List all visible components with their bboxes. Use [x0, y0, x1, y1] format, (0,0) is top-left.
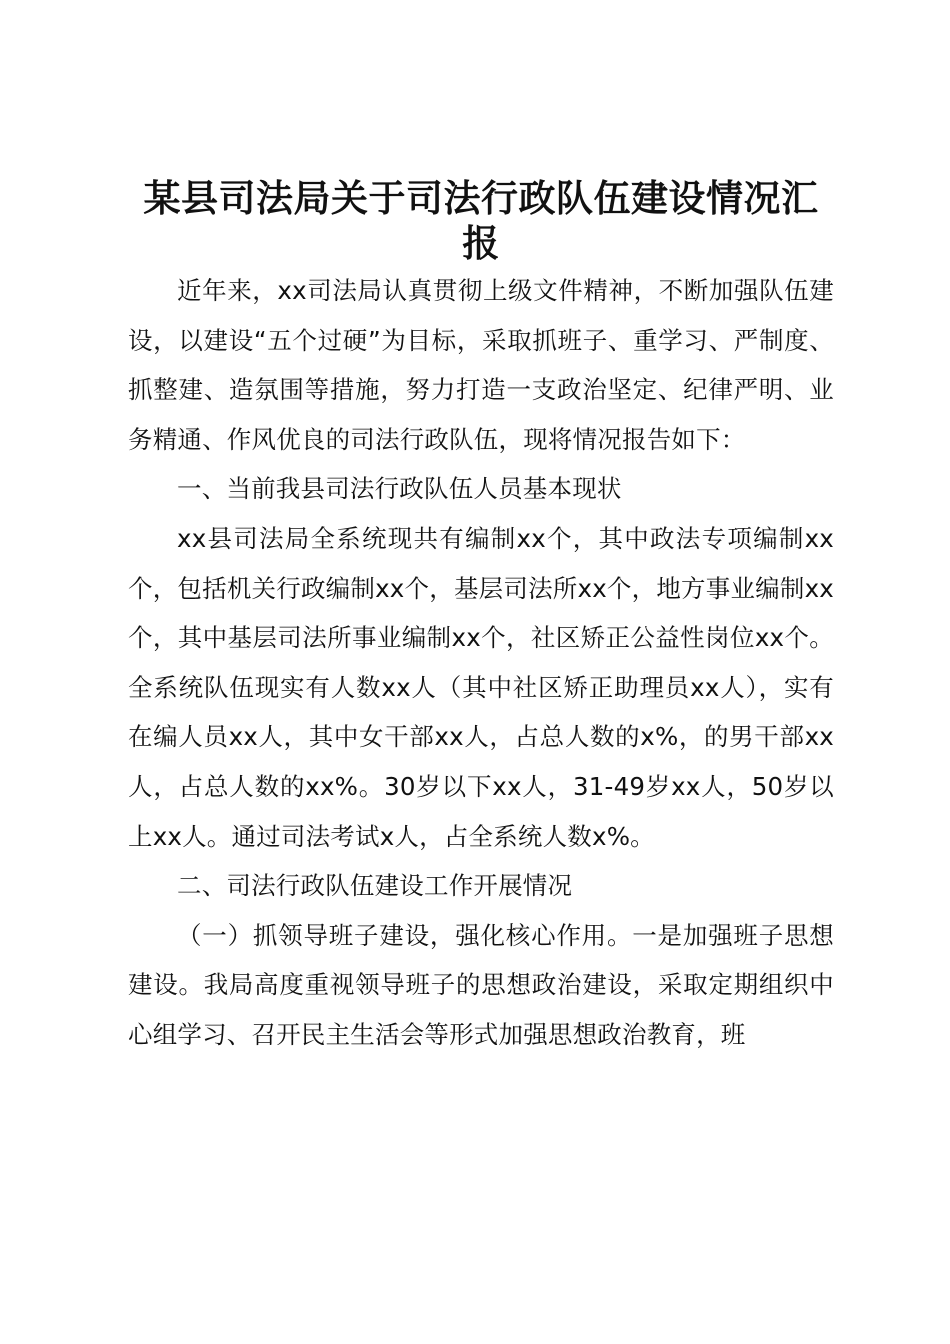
document-body: [128, 176, 834, 1060]
document-title: 某县司法局关于司法行政队伍建设情况汇报: [143, 176, 819, 265]
section-heading-2: 二、司法行政队伍建设工作开展情况: [177, 871, 573, 901]
leadership-paragraph: （一）抓领导班子建设，强化核心作用。一是加强班子思想建设。我局高度重视领导班子的思想政治建设，采取定期组织中心组学习、召开民主生活会等形式加强思想政治教育，班: [128, 920, 834, 1049]
intro-paragraph: 近年来，xx司法局认真贯彻上级文件精神，不断加强队伍建设，以建设“五个过硬”为目标，采取抓班子、重学习、严制度、抓整建、造氛围等措施，努力打造一支政治坚定、纪律严明、业务精通、作风优良的司法行政队伍，现将情况报告如下：: [128, 276, 834, 454]
staffing-paragraph: xx县司法局全系统现共有编制xx个，其中政法专项编制xx个，包括机关行政编制xx个，基层司法所xx个，地方事业编制xx个，其中基层司法所事业编制xx个，社区矫正公益性岗位xx个。全系统队伍现实有人数xx人（其中社区矫正助理员xx人），实有在编人员xx人，其中女干部xx人，占总人数的x%，的男干部xx人，占总人数的xx%。30岁以下xx人，31-49岁xx人，50岁以上xx人。通过司法考试x人，占全系统人数x%。: [128, 523, 834, 851]
section-heading-1: 一、当前我县司法行政队伍人员基本现状: [177, 474, 622, 504]
